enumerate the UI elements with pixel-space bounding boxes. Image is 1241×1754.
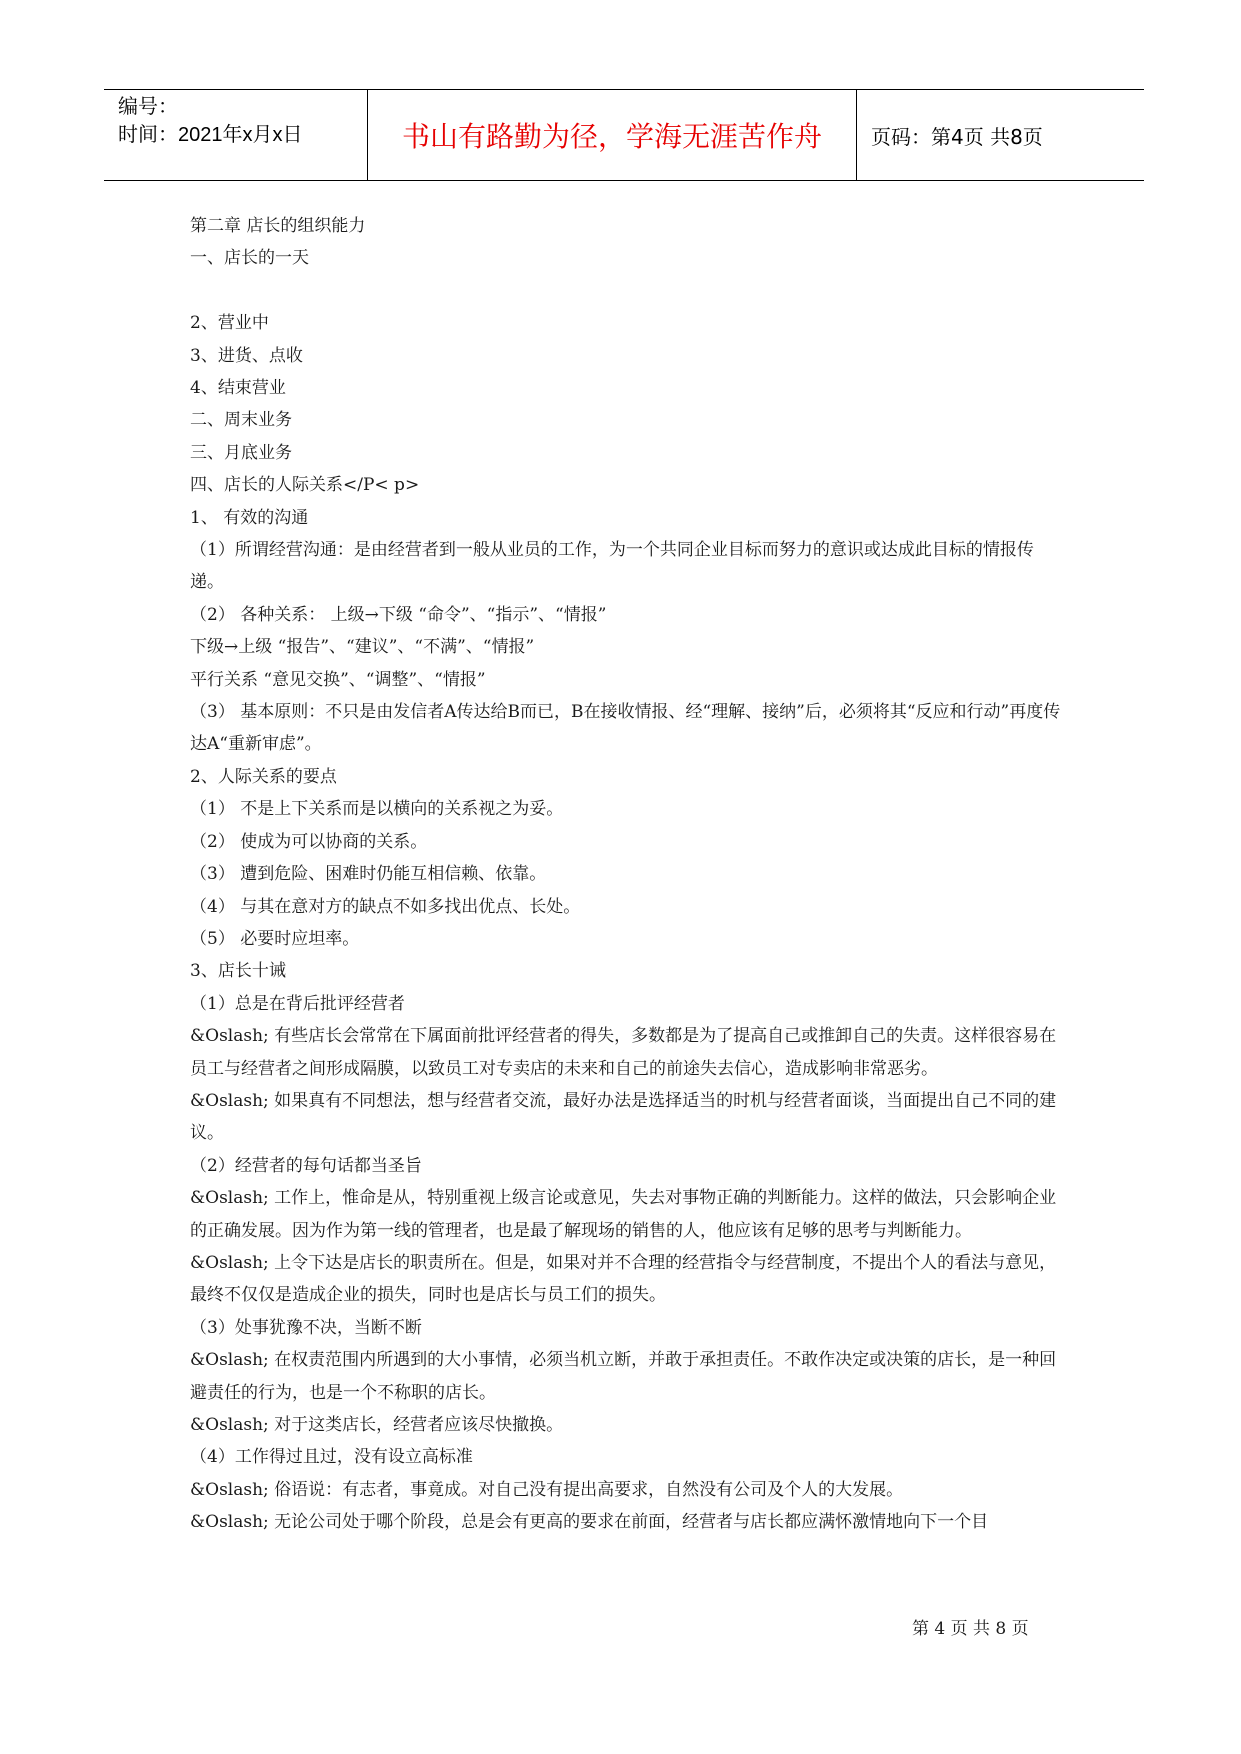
paragraph: 3、店长十诫 — [190, 961, 286, 982]
paragraph: &Oslash; 在权责范围内所遇到的大小事情，必须当机立断，并敢于承担责任。不敢作决定或决策的店长，是一种回避责任的行为，也是一个不称职的店长。 — [190, 1350, 1057, 1403]
paragraph: 二、周末业务 — [190, 410, 292, 431]
paragraph: （4） 与其在意对方的缺点不如多找出优点、长处。 — [190, 896, 581, 917]
paragraph: &Oslash; 如果真有不同想法，想与经营者交流，最好办法是选择适当的时机与经营者面谈，当面提出自己不同的建议。 — [190, 1090, 1057, 1144]
paragraph: （4）工作得过且过，没有设立高标准 — [190, 1447, 473, 1468]
paragraph: 2、人际关系的要点 — [190, 766, 337, 787]
paragraph: （1）总是在背后批评经营者 — [190, 993, 405, 1014]
paragraph: （3）处事犹豫不决，当断不断 — [190, 1317, 422, 1338]
paragraph: &Oslash; 对于这类店长，经营者应该尽快撤换。 — [190, 1415, 564, 1436]
page-label: 页码：第4页 共8页 — [871, 124, 1043, 149]
paragraph: 四、店长的人际关系</P< p> — [190, 475, 420, 496]
time-label: 时间：2021年x月x日 — [118, 124, 303, 146]
paragraph: &Oslash; 有些店长会常常在下属面前批评经营者的得失，多数都是为了提高自己或推卸自己的失责。这样很容易在员工与经营者之间形成隔膜，以致员工对专卖店的未来和自己的前途失去信心，造成影响非常恶劣。 — [190, 1026, 1057, 1079]
number-label: 编号： — [118, 96, 178, 118]
header-page-cell — [857, 90, 1144, 180]
paragraph: 一、店长的一天 — [190, 248, 309, 269]
paragraph: 1、 有效的沟通 — [190, 507, 309, 528]
paragraph: 第二章 店长的组织能力 — [190, 216, 366, 236]
paragraph — [190, 275, 1065, 307]
paragraph: 下级→上级 “报告”、“建议”、“不满”、“情报” — [190, 637, 535, 658]
paragraph: &Oslash; 无论公司处于哪个阶段，总是会有更高的要求在前面，经营者与店长都应满怀激情地向下一个目 — [190, 1512, 989, 1533]
paragraph: （1）所谓经营沟通：是由经营者到一般从业员的工作，为一个共同企业目标而努力的意识或达成此目标的情报传递。 — [190, 540, 1034, 593]
page-footer: 第 4 页 共 8 页 — [912, 1619, 1029, 1639]
paragraph: 4、结束营业 — [190, 378, 286, 399]
paragraph: （1） 不是上下关系而是以横向的关系视之为妥。 — [190, 799, 564, 820]
paragraph: （5） 必要时应坦率。 — [190, 928, 360, 949]
header-info-cell — [104, 90, 368, 180]
motto-text: 书山有路勤为径，学海无涯苦作舟 — [401, 120, 822, 153]
header-table — [104, 89, 1144, 181]
document-body — [190, 210, 1065, 1539]
header-motto-cell — [368, 90, 857, 180]
paragraph: &Oslash; 上令下达是店长的职责所在。但是，如果对并不合理的经营指令与经营制度，不提出个人的看法与意见，最终不仅仅是造成企业的损失，同时也是店长与员工们的损失。 — [190, 1252, 1057, 1306]
paragraph: （2）经营者的每句话都当圣旨 — [190, 1155, 422, 1176]
paragraph: 平行关系 “意见交换”、“调整”、“情报” — [190, 669, 486, 690]
paragraph: &Oslash; 工作上，惟命是从，特别重视上级言论或意见，失去对事物正确的判断能力。这样的做法，只会影响企业的正确发展。因为作为第一线的管理者，也是最了解现场的销售的人，他应该有足够的思考与判断能力。 — [190, 1188, 1057, 1241]
paragraph: 2、营业中 — [190, 313, 269, 334]
paragraph: （3） 遭到危险、困难时仍能互相信赖、依靠。 — [190, 864, 547, 885]
paragraph: &Oslash; 俗语说：有志者，事竟成。对自己没有提出高要求，自然没有公司及个人的大发展。 — [190, 1479, 904, 1500]
paragraph: （3） 基本原则：不只是由发信者A传达给B而已，B在接收情报、经“理解、接纳”后，必须将其“反应和行动”再度传达A“重新审虑”。 — [190, 702, 1061, 755]
paragraph: 三、月底业务 — [190, 442, 292, 463]
paragraph: （2） 使成为可以协商的关系。 — [190, 831, 428, 852]
paragraph: （2） 各种关系： 上级→下级 “命令”、“指示”、“情报” — [190, 604, 607, 625]
paragraph: 3、进货、点收 — [190, 345, 303, 366]
